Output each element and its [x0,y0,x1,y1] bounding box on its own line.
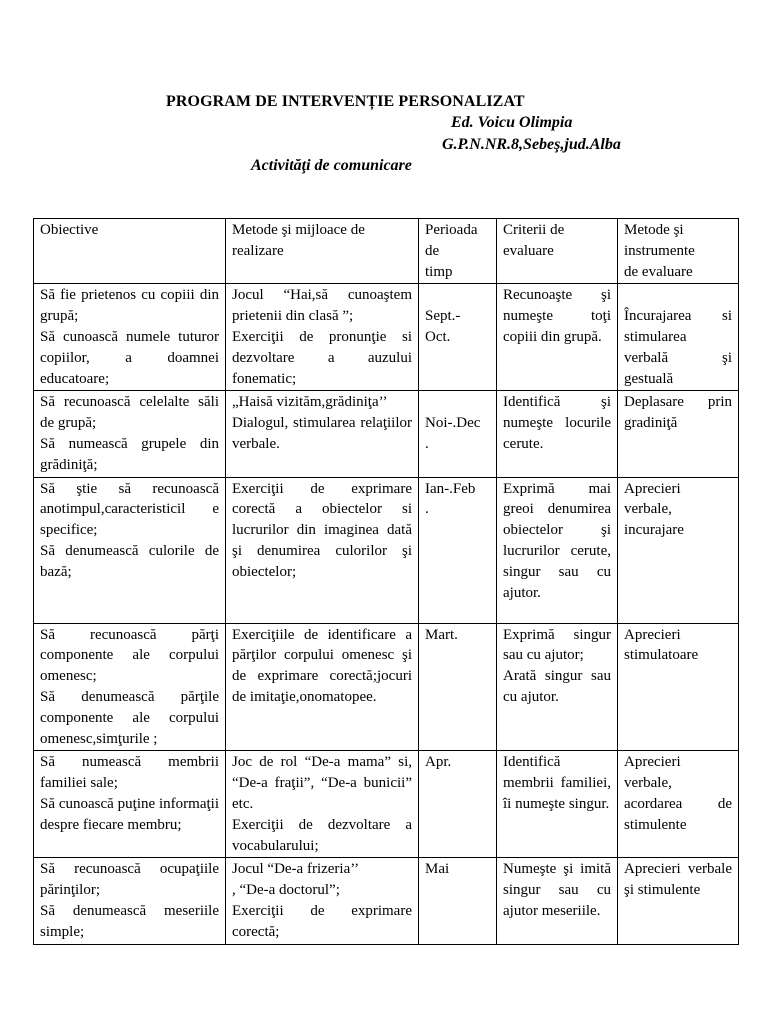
cell-period: Ian-.Feb . [419,477,497,623]
cell-instruments: Aprecieri verbale, acordarea de stimulente [618,751,739,858]
cell-objectives: Să numească membrii familiei sale; Să cunoască puţine informaţii despre fiecare membru; [34,751,226,858]
cell-criteria: Identifică şi numeşte locurile cerute. [497,391,618,477]
cell-criteria: Exprimă singur sau cu ajutor; Arată singur sau cu ajutor. [497,623,618,751]
header-cell-methods: Metode şi mijloace de realizare [226,219,419,284]
header-cell-instruments: Metode şi instrumente de evaluare [618,219,739,284]
cell-objectives: Să ştie să recunoască anotimpul,caracteristicil e specifice; Să denumească culorile de bază; [34,477,226,623]
cell-methods: Jocul “De-a frizeria’’ , “De-a doctorul”; Exerciţii de exprimare corectă; [226,858,419,944]
table-row [34,858,739,944]
cell-objectives: Să fie prietenos cu copiii din grupă; Să cunoască numele tuturor copiilor, a doamnei educatoare; [34,284,226,391]
cell-objectives: Să recunoască celelalte săli de grupă; Să numească grupele din grădiniţă; [34,391,226,477]
cell-criteria: Identifică membrii familiei, îi numeşte singur. [497,751,618,858]
header-cell-objectives: Obiective [34,219,226,284]
cell-instruments: Aprecieri verbale şi stimulente [618,858,739,944]
cell-methods: Jocul “Hai,să cunoaştem prietenii din clasă ”; Exerciţii de pronunţie si dezvoltare a auzului fonematic; [226,284,419,391]
table-header-row [34,219,739,284]
cell-methods: Joc de rol “De-a mama” si, “De-a fraţii”, “De-a bunicii” etc. Exerciţii de dezvoltare a vocabularului; [226,751,419,858]
table-row [34,477,739,623]
cell-instruments: Aprecieri stimulatoare [618,623,739,751]
header-cell-criteria: Criterii de evaluare [497,219,618,284]
cell-criteria: Numeşte şi imită singur sau cu ajutor meseriile. [497,858,618,944]
table-row [34,391,739,477]
program-table [33,218,739,945]
cell-objectives: Să recunoască ocupaţiile părinţilor; Să denumească meseriile simple; [34,858,226,944]
author-line: Ed. Voicu Olimpia [451,114,573,131]
section-subtitle: Activităţi de comunicare [251,157,412,174]
header-cell-period: Perioada de timp [419,219,497,284]
cell-period: Mart. [419,623,497,751]
cell-period: Mai [419,858,497,944]
cell-period: Apr. [419,751,497,858]
cell-criteria: Exprimă mai greoi denumirea obiectelor şi lucrurilor cerute, singur sau cu ajutor. [497,477,618,623]
cell-methods: Exerciţii de exprimare corectă a obiectelor si lucrurilor din imaginea dată şi denumirea culorilor şi obiectelor; [226,477,419,623]
cell-instruments: Încurajarea si stimularea verbală şi gestuală [618,284,739,391]
cell-instruments: Aprecieri verbale, incurajare [618,477,739,623]
cell-methods: Exerciţiile de identificare a părţilor corpului omenesc şi de exprimare corectă;jocuri de imitaţie,onomatopee. [226,623,419,751]
cell-instruments: Deplasare prin gradiniţă [618,391,739,477]
table-row [34,623,739,751]
document-title: PROGRAM DE INTERVENȚIE PERSONALIZAT [166,93,525,110]
table-row [34,284,739,391]
table-row [34,751,739,858]
cell-period: Sept.- Oct. [419,284,497,391]
cell-methods: „Haisă vizităm,grădiniţa’’ Dialogul, stimularea relaţiilor verbale. [226,391,419,477]
cell-criteria: Recunoaşte şi numeşte toţi copiii din grupă. [497,284,618,391]
school-line: G.P.N.NR.8,Sebeş,jud.Alba [442,136,621,153]
cell-objectives: Să recunoască părţi componente ale corpului omenesc; Să denumească părţile componente ale corpului omenesc,simţurile ; [34,623,226,751]
cell-period: Noi-.Dec . [419,391,497,477]
